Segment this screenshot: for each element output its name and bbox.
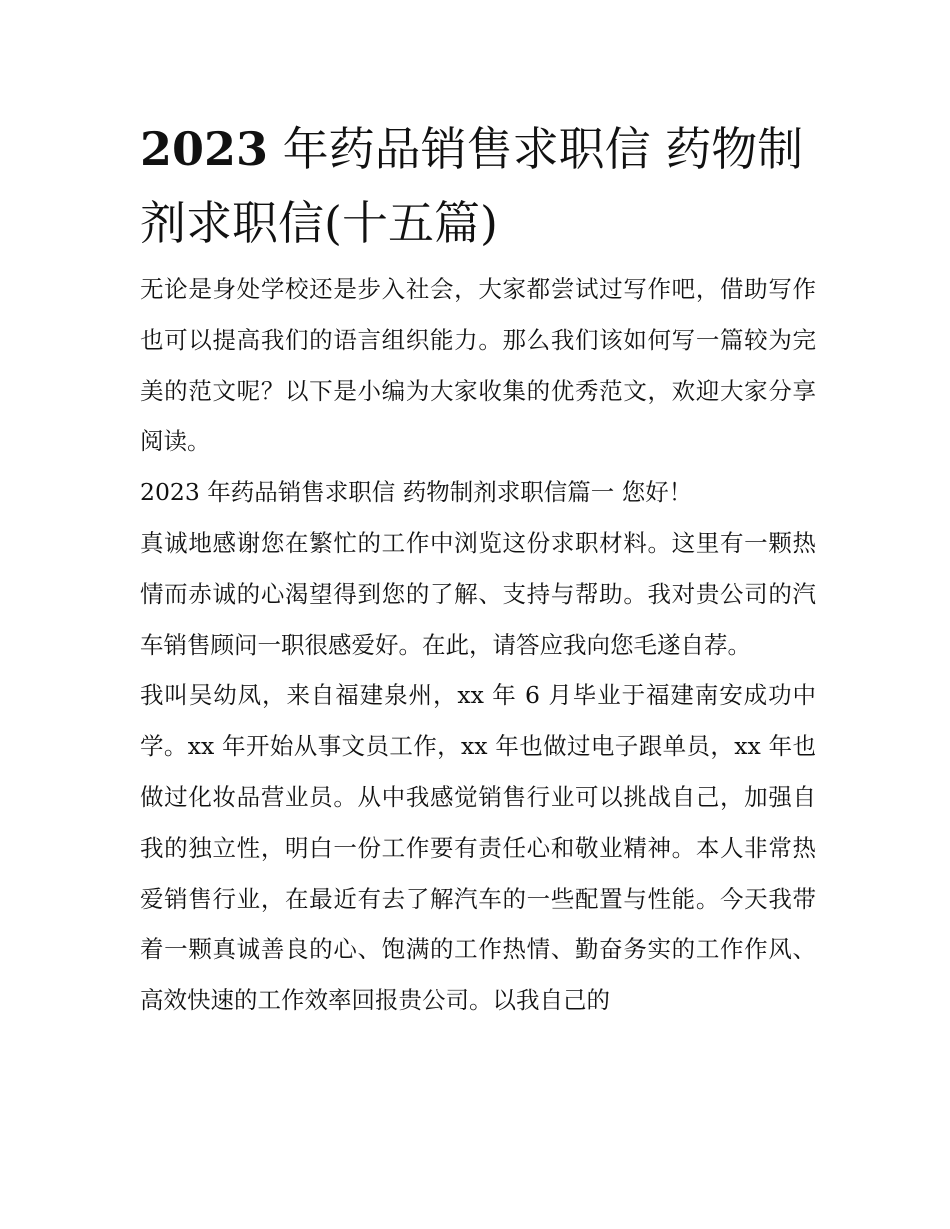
body-paragraph: 真诚地感谢您在繁忙的工作中浏览这份求职材料。这里有一颗热情而赤诚的心渴望得到您的了解、支持与帮助。我对贵公司的汽车销售顾问一职很感爱好。在此，请答应我向您毛遂自荐。 — [140, 528, 816, 659]
document-content — [140, 112, 816, 1026]
document-body — [140, 264, 816, 1026]
section-heading-paragraph: 2023 年药品销售求职信 药物制剂求职信篇一 您好！ — [140, 478, 693, 507]
title-year: 2023 — [140, 122, 269, 176]
body-paragraph: 我叫吴幼凤，来自福建泉州，xx 年 6 月毕业于福建南安成功中学。xx 年开始从事文员工作，xx 年也做过电子跟单员，xx 年也做过化妆品营业员。从中我感觉销售行业可以挑战自己，加强自我的独立性，明白一份工作要有责任心和敬业精神。本人非常热爱销售行业，在最近有去了解汽车的一些配置与性能。今天我带着一颗真诚善良的心、饱满的工作热情、勤奋务实的工作作风、高效快速的工作效率回报贵公司。以我自己的 — [140, 681, 816, 1015]
document-title — [140, 112, 816, 260]
intro-paragraph: 无论是身处学校还是步入社会，大家都尝试过写作吧，借助写作也可以提高我们的语言组织能力。那么我们该如何写一篇较为完美的范文呢？以下是小编为大家收集的优秀范文，欢迎大家分享阅读。 — [140, 275, 816, 456]
title-text: 年药品销售求职信 药物制剂求职信(十五篇) — [140, 122, 804, 250]
